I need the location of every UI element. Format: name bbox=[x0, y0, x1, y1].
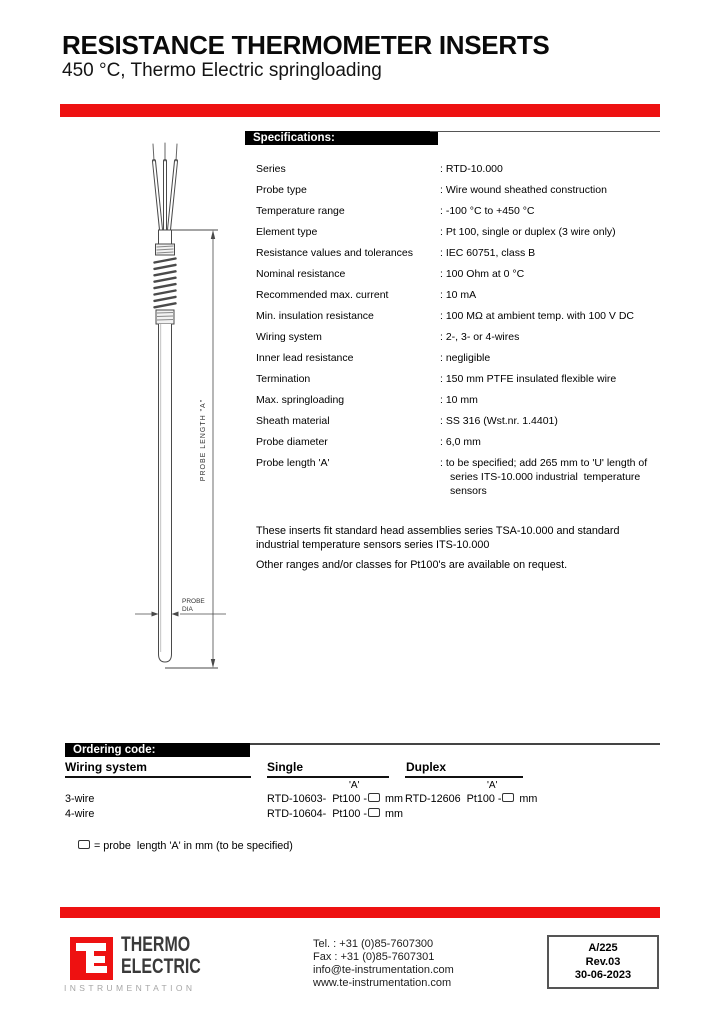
order-note bbox=[65, 828, 293, 864]
wiring-option: 4-wire bbox=[65, 808, 95, 820]
spec-row bbox=[256, 435, 662, 449]
spec-label: Nominal resistance bbox=[256, 268, 346, 280]
contact-line: www.te-instrumentation.com bbox=[313, 977, 452, 989]
footer-red-bar bbox=[60, 907, 660, 918]
wiring-column-underline bbox=[65, 776, 251, 778]
spec-label: Wiring system bbox=[256, 331, 322, 343]
spec-label: Probe length 'A' bbox=[256, 457, 330, 469]
spec-row bbox=[256, 351, 662, 365]
header-red-bar bbox=[60, 104, 660, 117]
spring-crimp-top bbox=[156, 244, 175, 255]
spec-label: Probe diameter bbox=[256, 436, 328, 448]
spec-label: Max. springloading bbox=[256, 394, 345, 406]
length-placeholder-box-icon bbox=[78, 840, 90, 849]
spec-row bbox=[256, 372, 662, 386]
spec-value-line: : Pt 100, single or duplex (3 wire only) bbox=[440, 226, 616, 238]
spec-value-line: : -100 °C to +450 °C bbox=[440, 205, 535, 217]
doc-box-line: A/225 bbox=[588, 942, 618, 954]
spec-value bbox=[440, 372, 662, 386]
spec-value-line: : RTD-10.000 bbox=[440, 163, 503, 175]
code-suffix: mm bbox=[516, 793, 538, 805]
ordering-rule bbox=[250, 743, 660, 745]
spec-value-line: : 10 mm bbox=[440, 394, 478, 406]
spec-row bbox=[256, 204, 662, 218]
spec-label: Inner lead resistance bbox=[256, 352, 354, 364]
te-monogram-icon bbox=[70, 937, 113, 980]
spec-value-line: : 150 mm PTFE insulated flexible wire bbox=[440, 373, 617, 385]
contact-line: Fax : +31 (0)85-7607301 bbox=[313, 951, 435, 963]
contact-block bbox=[313, 938, 454, 990]
duplex-column-underline bbox=[405, 776, 523, 778]
ordering-heading: Ordering code: bbox=[73, 744, 156, 756]
spec-value bbox=[440, 204, 662, 218]
column-header-wiring-system: Wiring system bbox=[65, 760, 147, 774]
spec-value bbox=[440, 288, 662, 302]
spec-label: Sheath material bbox=[256, 415, 330, 427]
spec-value-line: sensors bbox=[450, 485, 487, 497]
spec-value bbox=[440, 456, 662, 498]
spec-note: Other ranges and/or classes for Pt100's are available on request. bbox=[256, 559, 568, 571]
spec-value-line: : 6,0 mm bbox=[440, 436, 481, 448]
length-placeholder-box-icon bbox=[502, 793, 514, 802]
spec-row bbox=[256, 330, 662, 344]
contact-line: Tel. : +31 (0)85-7607300 bbox=[313, 938, 434, 950]
contact-line: info@te-instrumentation.com bbox=[313, 964, 454, 976]
spec-value-line: : 100 MΩ at ambient temp. with 100 V DC bbox=[440, 310, 635, 322]
spec-value-line: : negligible bbox=[440, 352, 491, 364]
spec-row bbox=[256, 162, 662, 176]
spec-label: Recommended max. current bbox=[256, 289, 389, 301]
probe-tube bbox=[159, 324, 172, 662]
spec-value bbox=[440, 435, 662, 449]
probe-length-label: PROBE LENGTH "A" bbox=[200, 398, 207, 482]
spec-row bbox=[256, 393, 662, 407]
spec-value bbox=[440, 393, 662, 407]
spring-coil bbox=[155, 259, 176, 308]
brand-name-line1: THERMO bbox=[121, 933, 191, 956]
brand-name-line2: ELECTRIC bbox=[121, 955, 201, 978]
order-note-text: = probe length 'A' in mm (to be specified) bbox=[94, 840, 293, 852]
spec-value bbox=[440, 309, 662, 323]
column-header-single: Single bbox=[267, 760, 304, 774]
spec-value bbox=[440, 225, 662, 239]
length-placeholder-box-icon bbox=[368, 793, 380, 802]
spec-value-line: : IEC 60751, class B bbox=[440, 247, 536, 259]
probe-dia-dimension bbox=[135, 598, 226, 617]
spec-rows bbox=[256, 162, 662, 505]
specifications-rule bbox=[430, 131, 660, 132]
code-suffix: mm bbox=[382, 808, 404, 820]
page-title: RESISTANCE THERMOMETER INSERTS bbox=[62, 30, 550, 60]
spec-value bbox=[440, 246, 662, 260]
spec-label: Element type bbox=[256, 226, 318, 238]
ordering-code bbox=[267, 807, 403, 822]
spec-value bbox=[440, 183, 662, 197]
wire-sheath bbox=[159, 230, 172, 244]
spec-row bbox=[256, 288, 662, 302]
spec-label: Series bbox=[256, 163, 286, 175]
spec-label: Temperature range bbox=[256, 205, 345, 217]
spec-value-line: : 100 Ohm at 0 °C bbox=[440, 268, 525, 280]
column-header-duplex: Duplex bbox=[406, 760, 447, 774]
single-codes-column bbox=[267, 792, 403, 822]
spec-value-line: : to be specified; add 265 mm to 'U' length of bbox=[440, 457, 648, 469]
spec-value bbox=[440, 162, 662, 176]
code-suffix: mm bbox=[382, 793, 404, 805]
spec-row bbox=[256, 267, 662, 281]
code-prefix: RTD-10603- Pt100 - bbox=[267, 793, 368, 805]
spec-row bbox=[256, 225, 662, 239]
doc-box bbox=[547, 935, 659, 989]
single-a-label: 'A' bbox=[349, 780, 360, 791]
ordering-heading-bar bbox=[65, 743, 250, 757]
spec-value-line: : 10 mA bbox=[440, 289, 477, 301]
duplex-a-label: 'A' bbox=[487, 780, 498, 791]
spec-value-line: : SS 316 (Wst.nr. 1.4401) bbox=[440, 415, 558, 427]
spec-note: These inserts fit standard head assemblies series TSA-10.000 and standard industrial temperature sensors series ITS-10.000 bbox=[256, 525, 623, 551]
single-column-underline bbox=[267, 776, 389, 778]
duplex-codes-column bbox=[405, 792, 537, 807]
spec-value bbox=[440, 330, 662, 344]
spec-row bbox=[256, 414, 662, 428]
spring-crimp-bottom bbox=[156, 310, 174, 324]
code-prefix: RTD-10604- Pt100 - bbox=[267, 808, 368, 820]
spec-row bbox=[256, 246, 662, 260]
doc-box-line: Rev.03 bbox=[585, 955, 621, 968]
ordering-code bbox=[267, 792, 403, 807]
spec-notes bbox=[256, 524, 662, 578]
probe-dia-label-line2: DIA bbox=[182, 606, 193, 613]
code-prefix: RTD-12606 Pt100 - bbox=[405, 793, 502, 805]
spec-row bbox=[256, 309, 662, 323]
spec-value bbox=[440, 351, 662, 365]
probe-drawing bbox=[125, 140, 235, 680]
ordering-code bbox=[405, 792, 537, 807]
spec-value-line: series ITS-10.000 industrial temperature bbox=[450, 471, 641, 483]
wiring-options-column bbox=[65, 792, 94, 822]
spec-value bbox=[440, 414, 662, 428]
spec-value-line: : Wire wound sheathed construction bbox=[440, 184, 607, 196]
page-subtitle: 450 °C, Thermo Electric springloading bbox=[62, 60, 382, 81]
spec-label: Resistance values and tolerances bbox=[256, 247, 414, 259]
specifications-heading-bar bbox=[245, 131, 438, 145]
spec-value bbox=[440, 267, 662, 281]
spec-row bbox=[256, 183, 662, 197]
spec-label: Probe type bbox=[256, 184, 307, 196]
length-placeholder-box-icon bbox=[368, 808, 380, 817]
company-logo bbox=[70, 937, 113, 980]
spec-row bbox=[256, 456, 662, 498]
doc-box-line: 30-06-2023 bbox=[574, 969, 632, 981]
spec-label: Min. insulation resistance bbox=[256, 310, 374, 322]
spec-label: Termination bbox=[256, 373, 311, 385]
brand-name-line3: INSTRUMENTATION bbox=[64, 983, 196, 993]
probe-dia-label-line1: PROBE bbox=[182, 598, 205, 605]
spec-value-line: : 2-, 3- or 4-wires bbox=[440, 331, 520, 343]
specifications-heading: Specifications: bbox=[253, 132, 335, 144]
lead-wires bbox=[153, 143, 177, 230]
wiring-option: 3-wire bbox=[65, 793, 95, 805]
